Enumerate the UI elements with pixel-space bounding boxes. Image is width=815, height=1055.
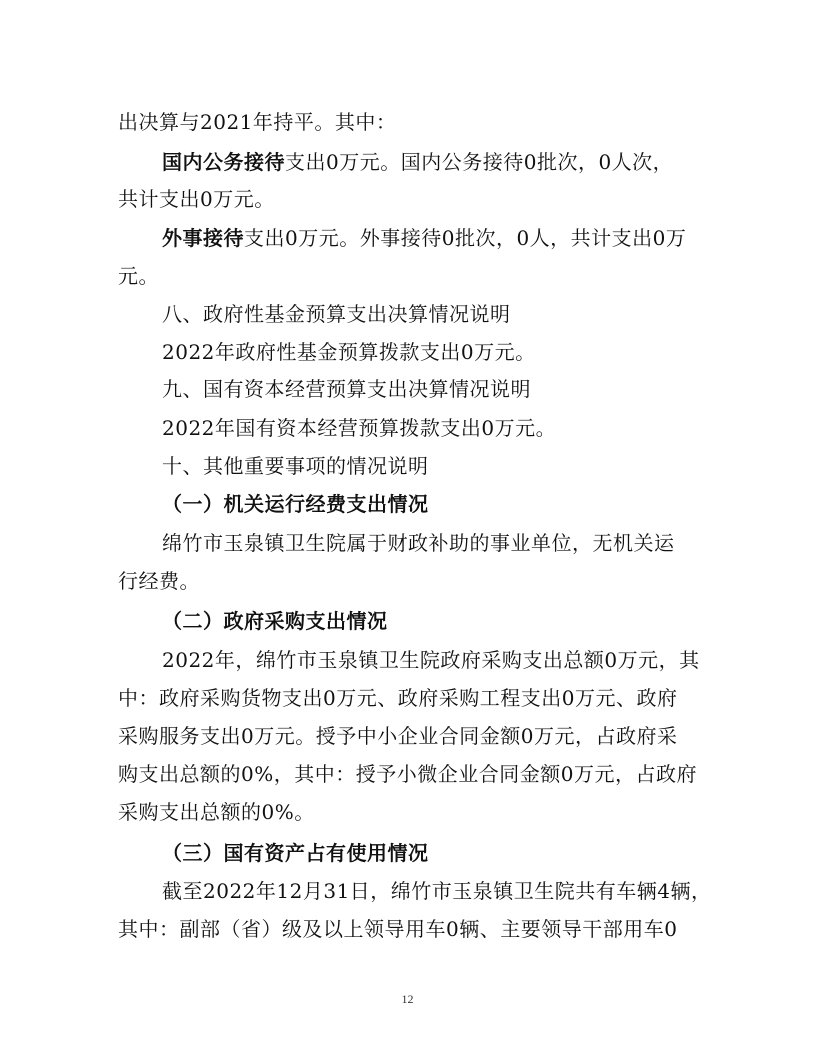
subsection-heading: （二）政府采购支出情况 (162, 609, 388, 633)
paragraph-line: 2022年国有资本经营预算拨款支出0万元。 (162, 416, 557, 440)
line-text: 支出0万元。外事接待0批次，0人，共计支出0万 (244, 226, 687, 250)
paragraph-line: 绵竹市玉泉镇卫生院属于财政补助的事业单位，无机关运 (162, 531, 675, 555)
paragraph-line: 行经费。 (118, 569, 200, 593)
paragraph-line: 采购服务支出0万元。授予中小企业合同金额0万元，占政府采 (118, 724, 678, 748)
paragraph-line: 元。 (118, 264, 159, 288)
section-heading: 九、国有资本经营预算支出决算情况说明 (162, 377, 531, 401)
paragraph-line: 购支出总额的0%，其中：授予小微企业合同金额0万元，占政府 (118, 762, 697, 786)
subsection-heading: （一）机关运行经费支出情况 (162, 492, 429, 516)
paragraph-line (162, 147, 752, 177)
section-heading: 八、政府性基金预算支出决算情况说明 (162, 302, 511, 326)
paragraph-line: 采购支出总额的0%。 (118, 800, 315, 824)
page-number: 12 (401, 992, 414, 1006)
paragraph-line: 其中：副部（省）级及以上领导用车0辆、主要领导干部用车0 (118, 917, 678, 941)
paragraph-line: 出决算与2021年持平。其中： (118, 110, 397, 134)
subsection-heading: （三）国有资产占有使用情况 (162, 841, 429, 865)
bold-term: 国内公务接待 (162, 150, 285, 174)
paragraph-line: 截至2022年12月31日，绵竹市玉泉镇卫生院共有车辆4辆， (162, 879, 712, 903)
paragraph-line: 2022年政府性基金预算拨款支出0万元。 (162, 340, 536, 364)
line-text: 支出0万元。国内公务接待0批次，0人次， (285, 150, 674, 174)
bold-term: 外事接待 (162, 226, 244, 250)
paragraph-line: 2022年，绵竹市玉泉镇卫生院政府采购支出总额0万元，其 (162, 648, 700, 672)
paragraph-line (162, 223, 752, 253)
paragraph-line: 中：政府采购货物支出0万元、政府采购工程支出0万元、政府 (118, 686, 678, 710)
section-heading: 十、其他重要事项的情况说明 (162, 454, 429, 478)
paragraph-line: 共计支出0万元。 (118, 187, 275, 211)
